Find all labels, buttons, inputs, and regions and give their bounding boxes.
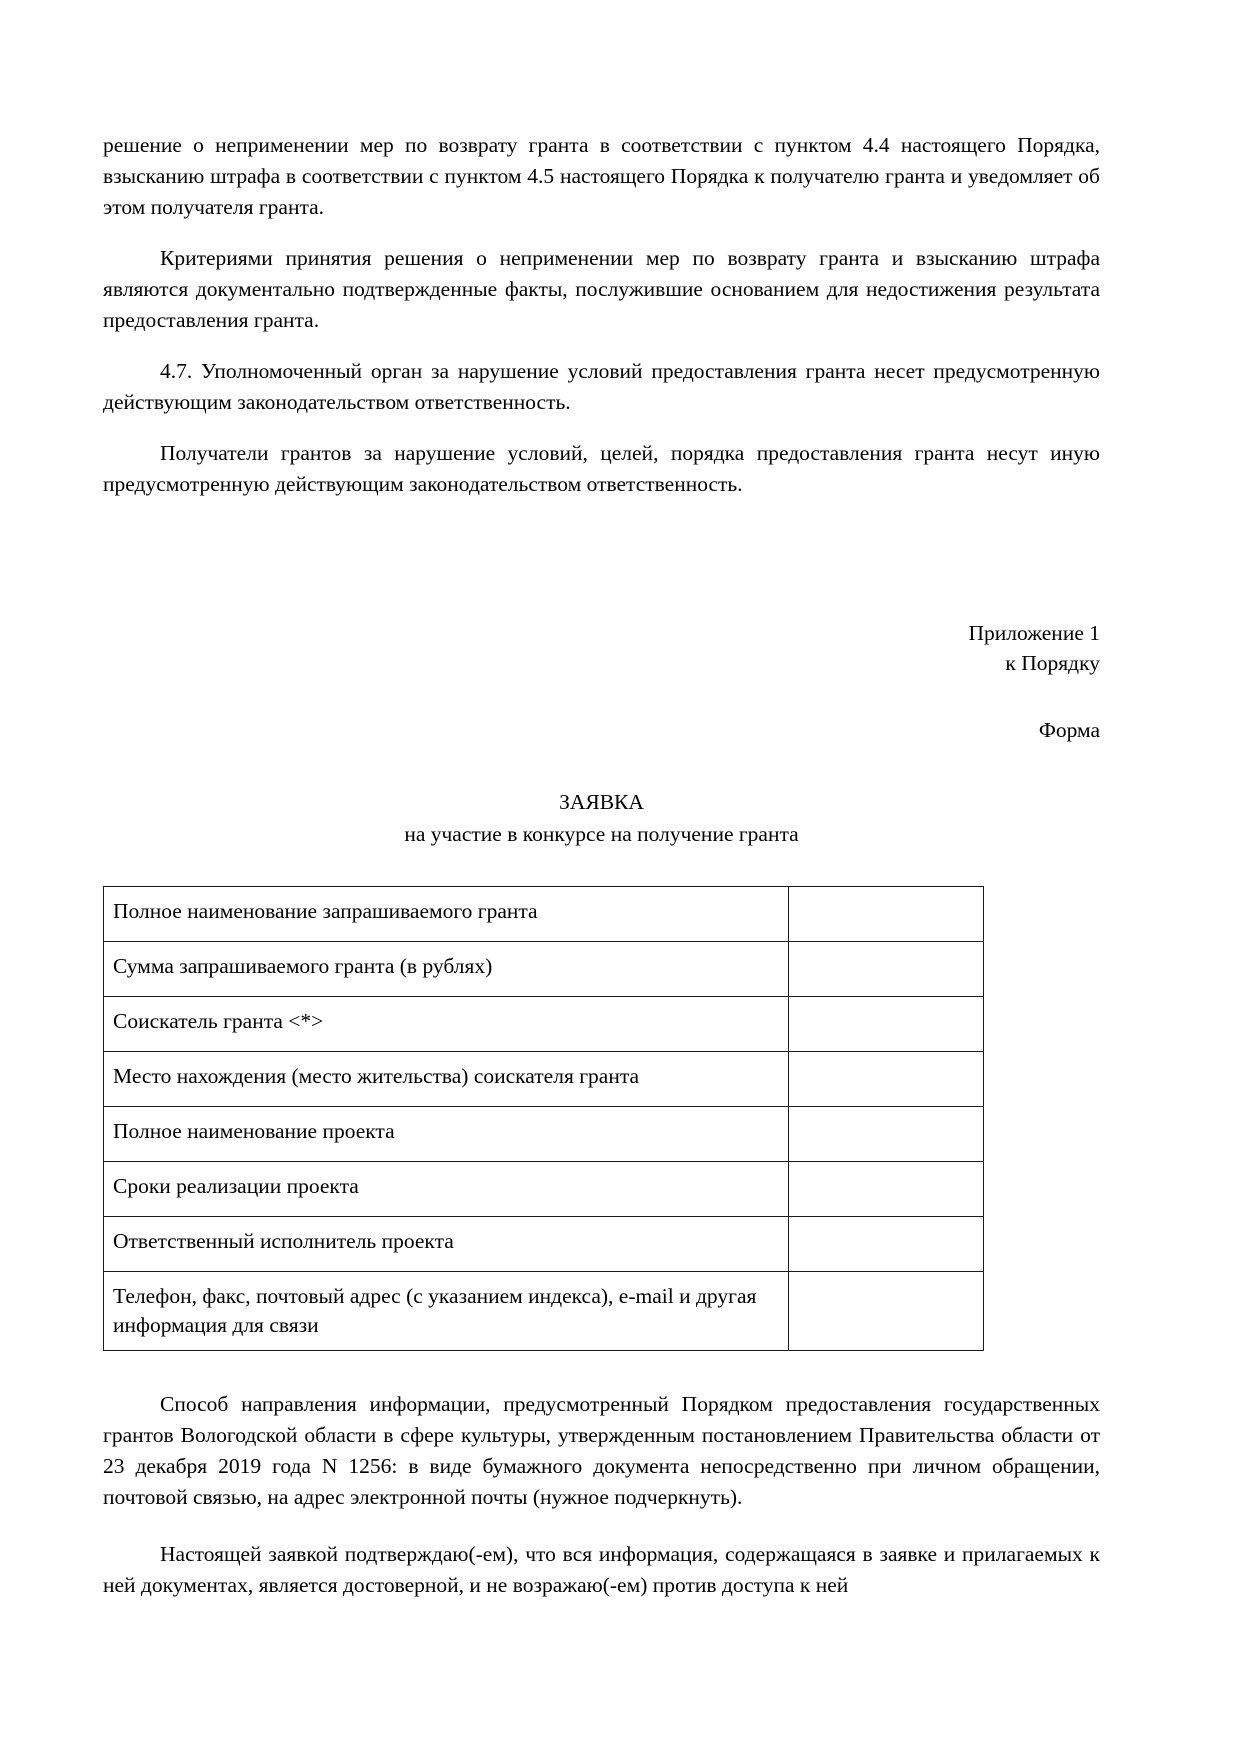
table-row <box>104 1162 984 1217</box>
page-title: ЗАЯВКА <box>559 789 644 814</box>
field-label-project-full-name: Полное наименование проекта <box>104 1107 789 1162</box>
field-value-project-full-name[interactable] <box>789 1107 984 1162</box>
paragraph-submission-method: Способ направления информации, предусмотренный Порядком предоставления государственных грантов Вологодской области в сфере культуры, утвержденным постановлением Правительства области от 23 декабря 2019 года N 1256: в виде бумажного документа непосредственно при личном обращении, почтовой связью, на адрес электронной почты (нужное подчеркнуть). <box>103 1392 1100 1509</box>
field-value-contact-info[interactable] <box>789 1272 984 1351</box>
paragraph-decision-continuation: решение о неприменении мер по возврату гранта в соответствии с пунктом 4.4 настоящего Порядка, взысканию штрафа в соответствии с пунктом 4.5 настоящего Порядка к получателю гранта и уведомляет об этом получателя гранта. <box>103 133 1100 219</box>
paragraph-clause-4-7: 4.7. Уполномоченный орган за нарушение условий предоставления гранта несет предусмотренную действующим законодательством ответственность. <box>103 358 1100 414</box>
paragraph-confirmation: Настоящей заявкой подтверждаю(-ем), что вся информация, содержащаяся в заявке и прилагаемых к ней документах, является достоверной, и не возражаю(-ем) против доступа к ней <box>103 1541 1100 1597</box>
table-row <box>104 887 984 942</box>
section-spacer <box>103 500 1100 618</box>
field-value-grant-full-name[interactable] <box>789 887 984 942</box>
field-label-applicant: Соискатель гранта <*> <box>104 997 789 1052</box>
appendix-number: Приложение 1 <box>968 620 1100 645</box>
paragraph-grant-recipients: Получатели грантов за нарушение условий, целей, порядка предоставления гранта несут иную предусмотренную действующим законодательством ответственность. <box>103 440 1100 496</box>
field-label-grant-amount: Сумма запрашиваемого гранта (в рублях) <box>104 942 789 997</box>
field-label-project-responsible: Ответственный исполнитель проекта <box>104 1217 789 1272</box>
field-value-project-timeline[interactable] <box>789 1162 984 1217</box>
field-value-grant-amount[interactable] <box>789 942 984 997</box>
paragraph-criteria: Критериями принятия решения о неприменении мер по возврату гранта и взысканию штрафа являются документально подтвержденные факты, послужившие основанием для недостижения результата предоставления гранта. <box>103 245 1100 332</box>
field-value-applicant-location[interactable] <box>789 1052 984 1107</box>
table-row <box>104 1052 984 1107</box>
field-label-applicant-location: Место нахождения (место жительства) соискателя гранта <box>104 1052 789 1107</box>
form-label: Форма <box>1038 717 1100 742</box>
page-subtitle: на участие в конкурсе на получение гранта <box>404 821 799 846</box>
table-row <box>104 942 984 997</box>
table-row <box>104 997 984 1052</box>
field-value-project-responsible[interactable] <box>789 1217 984 1272</box>
application-form-table <box>103 886 984 1351</box>
document-title-block <box>103 786 1100 851</box>
table-row <box>104 1217 984 1272</box>
field-label-project-timeline: Сроки реализации проекта <box>104 1162 789 1217</box>
appendix-reference <box>103 618 1100 679</box>
field-label-contact-info: Телефон, факс, почтовый адрес (с указанием индекса), e-mail и другая информация для связи <box>104 1272 789 1351</box>
table-row <box>104 1107 984 1162</box>
table-row <box>104 1272 984 1351</box>
field-label-grant-full-name: Полное наименование запрашиваемого гранта <box>104 887 789 942</box>
appendix-to-order: к Порядку <box>1005 651 1100 676</box>
field-value-applicant[interactable] <box>789 997 984 1052</box>
